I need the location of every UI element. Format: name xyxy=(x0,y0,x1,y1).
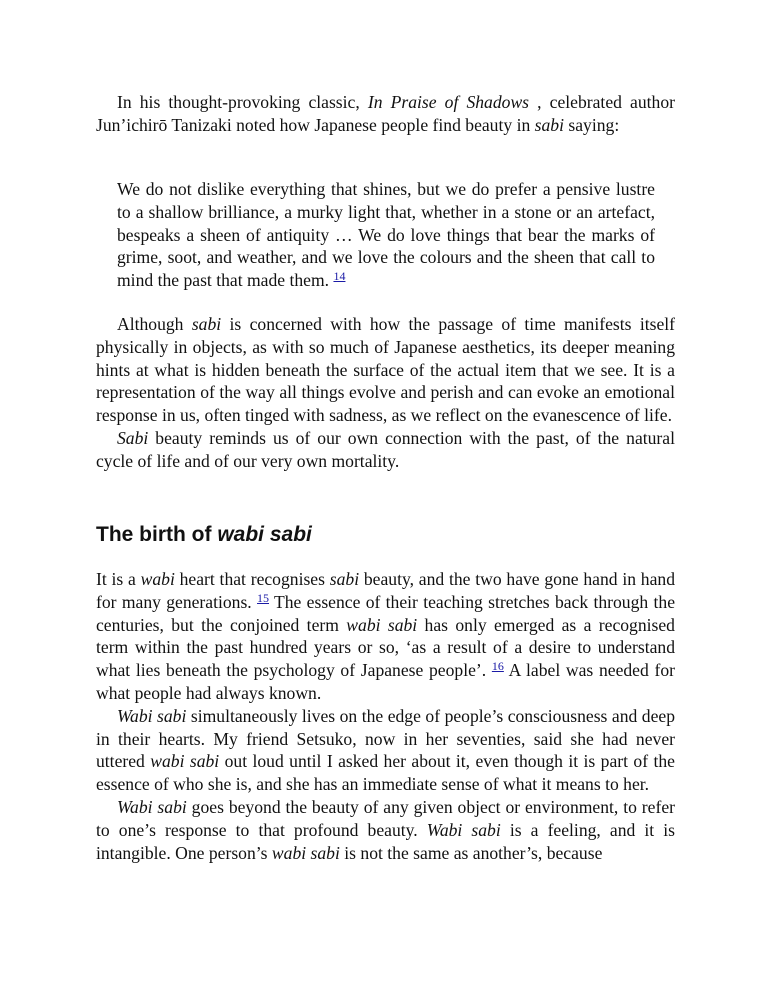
term-wabi-sabi: wabi sabi xyxy=(271,842,340,863)
intro-text-2: , celebrated author Jun’ichirō Tanizaki noted how Japanese people find beauty in xyxy=(96,92,675,135)
term-wabi-sabi: wabi sabi xyxy=(346,614,418,635)
text: is not the same as another’s, because xyxy=(339,842,603,863)
text: Although xyxy=(117,314,192,334)
quote-text: We do not dislike everything that shines, but we do prefer a pensive lustre to a shallow brilliance, a murky light that, whether in a stone or an artefact, bespeaks a sheen of antiquity … We do love things that bear the marks of grime, soot, and weather, and we love the colours and the sheen that call to mind the past that made them. xyxy=(117,179,655,291)
term-sabi: sabi xyxy=(191,314,222,334)
text: out loud until I asked her about it, even though it is part of the essence of who she is, and she has an immediate sense of what it means to her. xyxy=(96,751,675,795)
text: is concerned with how the passage of time manifests itself physically in objects, as with so much of Japanese aesthetics, its deeper meaning hints at what is hidden beneath the surface of the actual item that we see. It is a representation of the way all things evolve and perish and can evoke an emotional response in us, often tinged with sadness, as we reflect on the evanescence of life. xyxy=(96,314,675,426)
text: goes beyond the beauty of any given object or environment, to refer to one’s response to that profound beauty. xyxy=(96,796,675,840)
term-sabi: Sabi xyxy=(117,427,149,448)
text: A label was needed for what people had always known. xyxy=(96,660,675,703)
sabi-section xyxy=(96,313,675,473)
paragraph-lives xyxy=(96,705,675,796)
heading-text: The birth of xyxy=(96,523,218,546)
intro-paragraph xyxy=(96,91,675,137)
term-wabi-sabi: Wabi sabi xyxy=(117,796,187,817)
text: has only emerged as a recognised term within the past hundred years or so, ‘as a result of a desire to understand what lies beneath the psychology of Japanese people’. xyxy=(96,614,675,681)
book-title: In Praise of Shadows xyxy=(367,92,530,112)
intro-text-3: saying: xyxy=(564,114,620,135)
paragraph-beyond xyxy=(96,796,675,864)
heading-italic: wabi sabi xyxy=(217,523,312,546)
term-wabi-sabi: Wabi sabi xyxy=(426,819,501,840)
text: is a feeling, and it is intangible. One person’s xyxy=(96,819,676,863)
text: heart that recognises xyxy=(174,569,330,589)
intro-text-1: In his thought-provoking classic, xyxy=(117,92,368,112)
footnote-link-15[interactable]: 15 xyxy=(257,590,270,605)
term-sabi: sabi xyxy=(534,114,564,135)
section-heading xyxy=(96,523,312,547)
term-sabi: sabi xyxy=(329,569,360,589)
text: It is a xyxy=(96,569,141,589)
paragraph-sabi xyxy=(96,313,675,427)
paragraph-reminds xyxy=(96,427,675,473)
block-quote xyxy=(117,178,655,292)
term-wabi: wabi xyxy=(140,569,175,589)
text: beauty reminds us of our own connection with the past, of the natural cycle of life and of our very own mortality. xyxy=(96,427,675,471)
term-wabi-sabi: wabi sabi xyxy=(150,751,220,772)
term-wabi-sabi: Wabi sabi xyxy=(117,705,187,726)
paragraph-heart xyxy=(96,568,675,705)
text: The essence of their teaching stretches back through the centuries, but the conjoined term xyxy=(96,591,675,635)
footnote-link-14[interactable]: 14 xyxy=(333,269,346,284)
wabi-sabi-section xyxy=(96,568,675,864)
text: simultaneously lives on the edge of people’s consciousness and deep in their hearts. My friend Setsuko, now in her seventies, said she had never uttered xyxy=(96,705,676,772)
footnote-link-16[interactable]: 16 xyxy=(491,659,504,674)
text: beauty, and the two have gone hand in hand for many generations. xyxy=(96,569,675,612)
